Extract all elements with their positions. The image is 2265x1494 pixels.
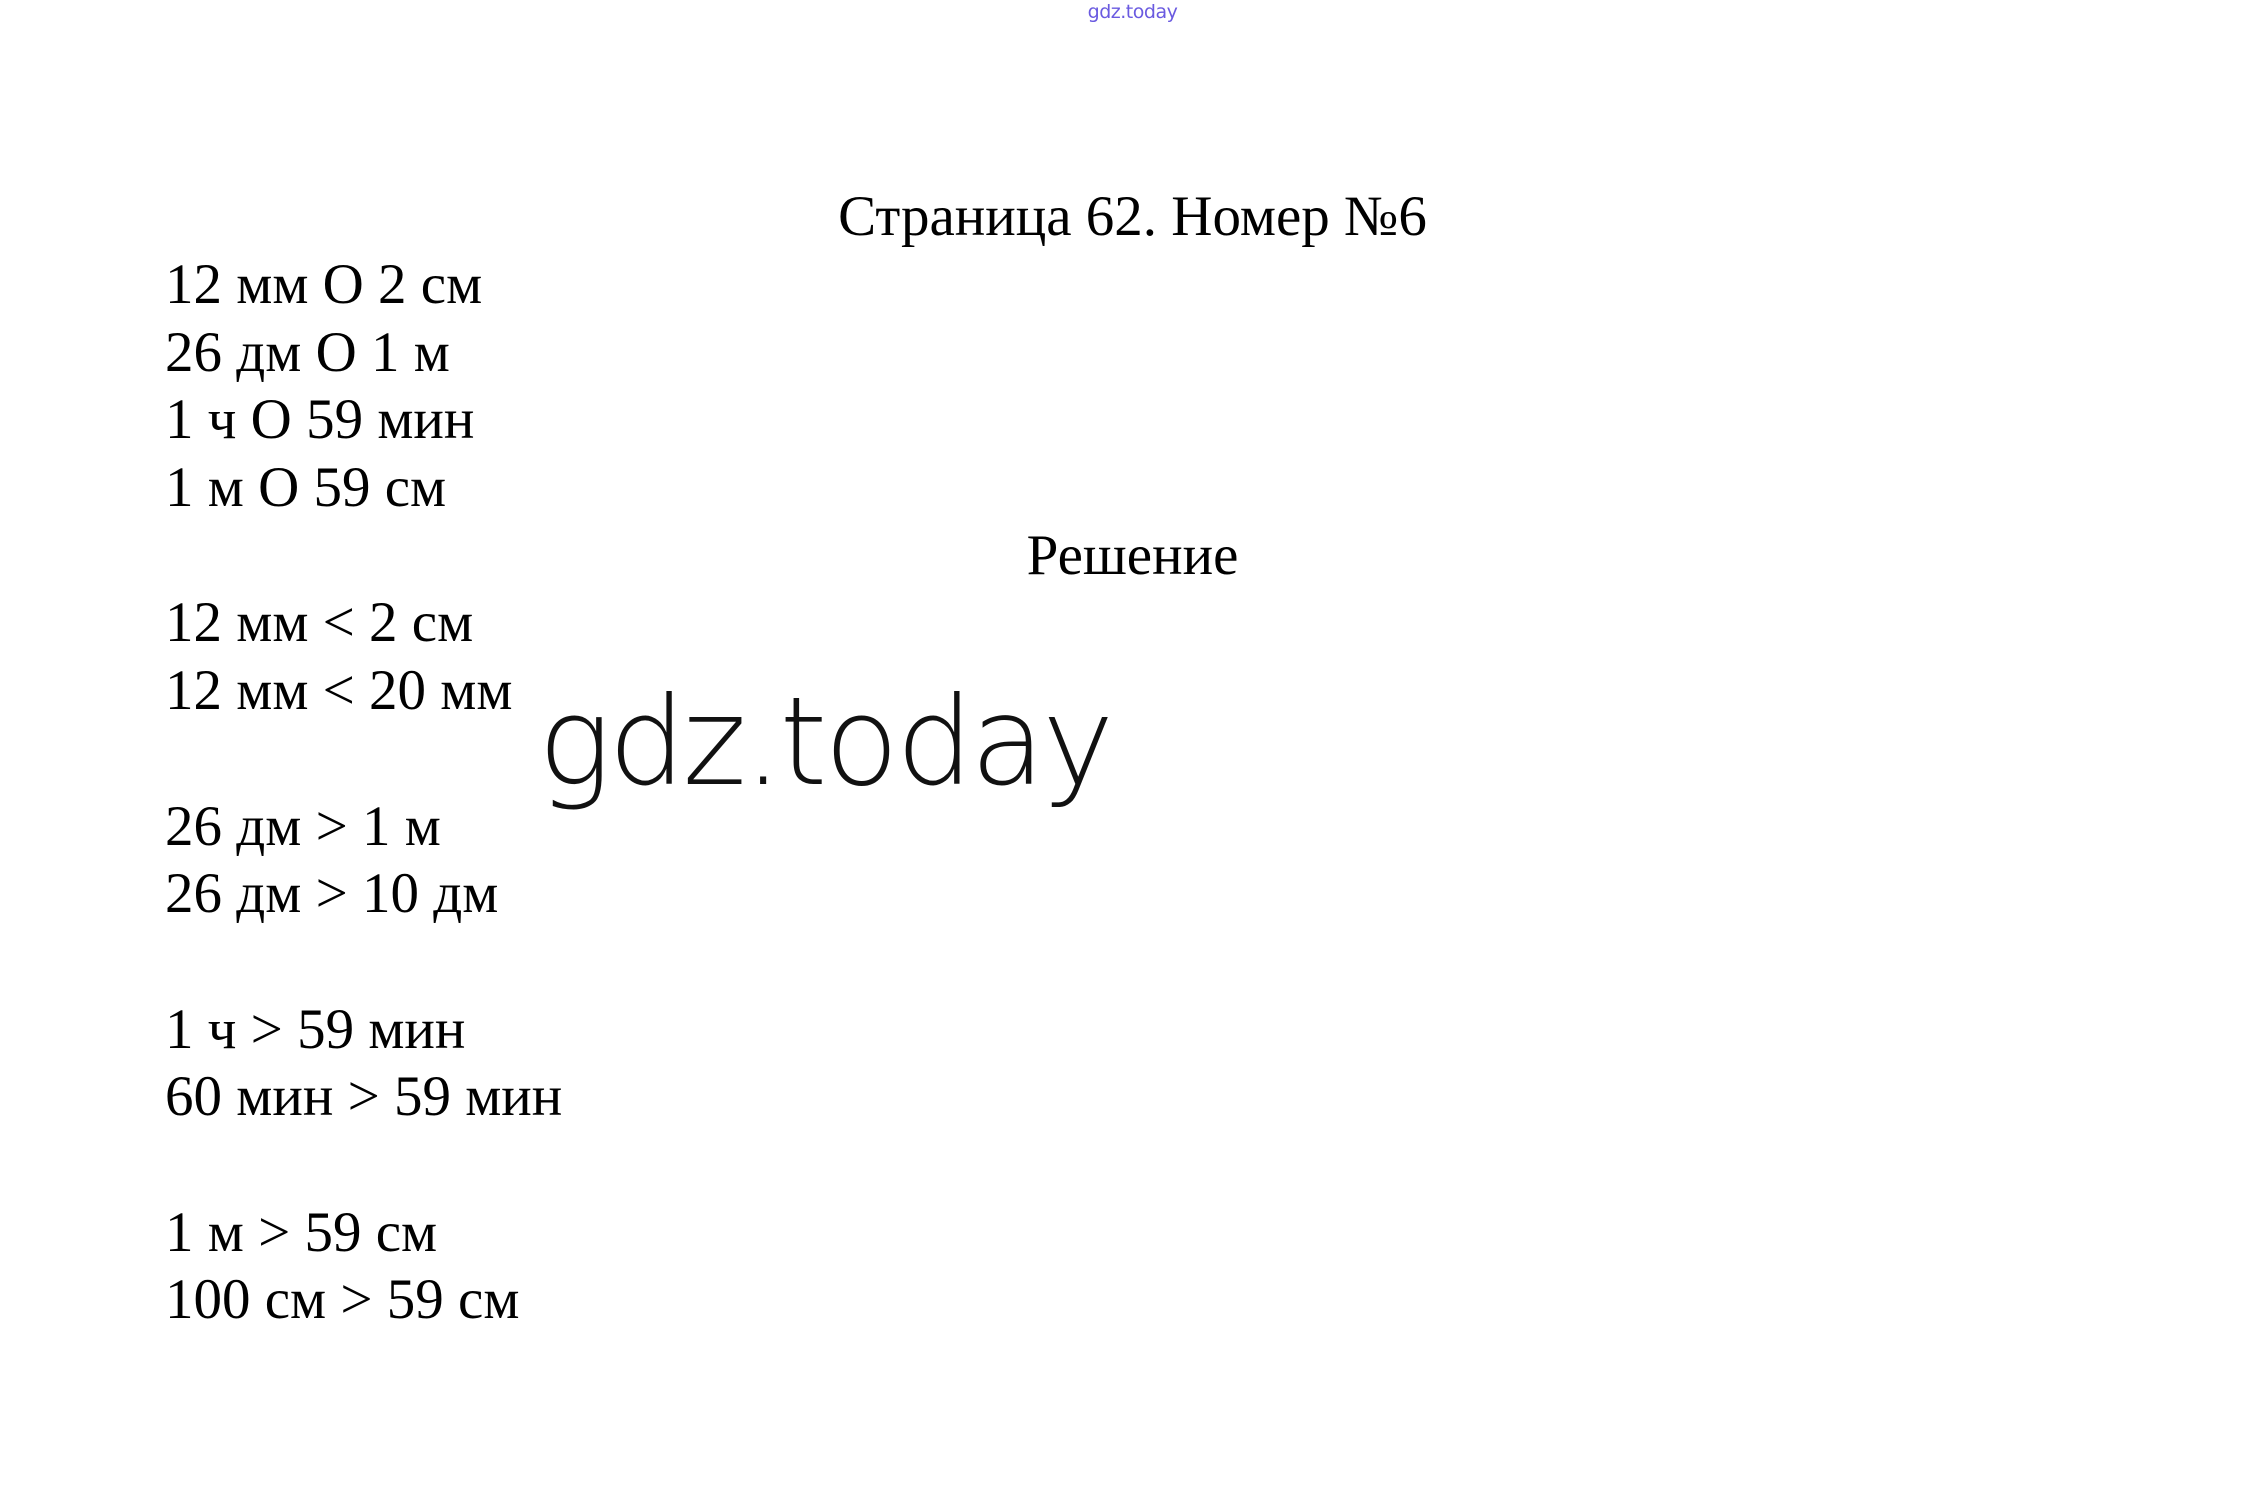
task-line: 1 ч O 59 мин bbox=[165, 388, 475, 452]
solution-line: 12 мм < 20 мм bbox=[165, 659, 513, 723]
solution-line bbox=[165, 725, 562, 793]
task-line: 1 м O 59 см bbox=[165, 456, 447, 520]
solution-line: 60 мин > 59 мин bbox=[165, 1065, 563, 1129]
solution-line: 1 м > 59 см bbox=[165, 1200, 438, 1264]
task-line: 12 мм O 2 см bbox=[165, 253, 483, 316]
solution-line: 26 дм > 1 м bbox=[165, 794, 441, 858]
center-watermark: gdz.today bbox=[538, 671, 1112, 813]
solution-line bbox=[165, 1131, 562, 1199]
solution-line: 12 мм < 2 см bbox=[165, 591, 474, 655]
solution-line: 26 дм > 10 дм bbox=[165, 862, 499, 926]
solution-heading: Решение bbox=[1026, 524, 1239, 587]
content-lines bbox=[165, 251, 562, 1334]
page-title: Страница 62. Номер №6 bbox=[838, 185, 1427, 248]
top-watermark: gdz.today bbox=[1087, 1, 1178, 23]
task-line: 26 дм O 1 м bbox=[165, 320, 450, 384]
solution-line: 1 ч > 59 мин bbox=[165, 997, 466, 1061]
solution-line: 100 см > 59 см bbox=[165, 1268, 520, 1332]
solution-line bbox=[165, 928, 562, 996]
